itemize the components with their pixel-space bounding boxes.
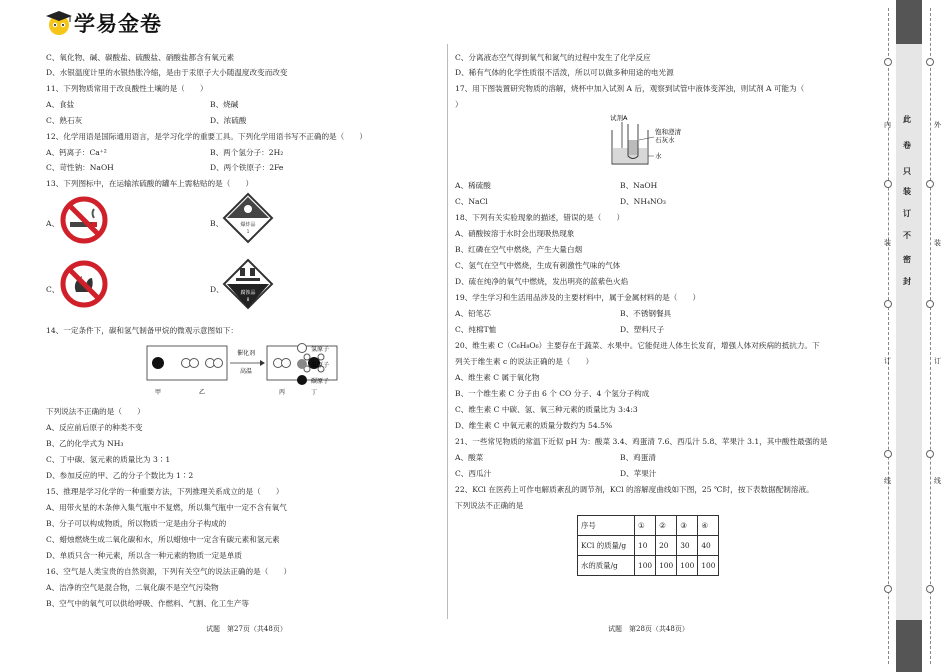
text-line: D、两个铁原子：2Fe xyxy=(210,163,284,172)
text-line: A、维生素 C 属于氧化物 xyxy=(455,373,540,382)
outer-label: 线 xyxy=(934,477,941,485)
seal-char: 此 xyxy=(903,115,911,124)
seal-char: 密 xyxy=(903,255,911,264)
text-line: C、氢气在空气中燃烧，生成有刺激性气味的气体 xyxy=(455,261,621,270)
table-cell: 30 xyxy=(677,536,698,556)
seal-char: 封 xyxy=(903,277,911,286)
option-label: D、 xyxy=(210,285,224,294)
binding-hole-icon xyxy=(884,58,892,66)
table-cell: 100 xyxy=(698,556,719,576)
apparatus-label: 水 xyxy=(655,152,662,160)
page-footer-right: 试题 第28页（共48页） xyxy=(608,625,689,633)
table-cell: 100 xyxy=(677,556,698,576)
table-cell: 10 xyxy=(635,536,656,556)
text-line: D、稀有气体的化学性质很不活泼，所以可以做多种用途的电光源 xyxy=(455,68,674,77)
text-line: B、分子可以构成物质，所以物质一定是由分子构成的 xyxy=(46,519,227,528)
legend-label: 氢原子 xyxy=(311,346,330,353)
text-line: D、NH₄NO₃ xyxy=(620,197,666,206)
text-line: B、乙的化学式为 NH₃ xyxy=(46,439,124,448)
table-cell: 水的质量/g xyxy=(578,556,635,576)
text-line: 15、推理是学习化学的一种重要方法，下列推理关系成立的是（ ） xyxy=(46,487,284,496)
text-line: A、洁净的空气是混合物，二氧化碳不是空气污染物 xyxy=(46,583,219,592)
explosive-hazard-sign-icon xyxy=(222,192,274,244)
condition-label: 高温 xyxy=(239,368,253,375)
text-line: A、酸菜 xyxy=(455,453,484,462)
table-cell: 20 xyxy=(656,536,677,556)
text-line: B、不锈钢餐具 xyxy=(620,309,672,318)
outer-label: 外 xyxy=(934,121,941,129)
text-line: B、NaOH xyxy=(620,181,658,190)
text-line: ） xyxy=(455,100,463,109)
table-cell: ③ xyxy=(677,516,698,536)
table-cell: ② xyxy=(656,516,677,536)
table-cell: 40 xyxy=(698,536,719,556)
text-line: 11、下列物质常用于改良酸性土壤的是（ ） xyxy=(46,84,208,93)
apparatus-label: 饱和澄清 xyxy=(655,128,681,136)
text-line: 14、一定条件下，碳和氢气制备甲烷的微观示意图如下： xyxy=(46,326,238,335)
text-line: C、蜡烛燃烧生成二氧化碳和水，所以蜡烛中一定含有碳元素和氢元素 xyxy=(46,535,280,544)
text-line: 16、空气是人类宝贵的自然资源，下列有关空气的说法正确的是（ ） xyxy=(46,567,292,576)
corrosive-sign-icon xyxy=(222,258,274,310)
graduation-cap-icon xyxy=(44,9,74,37)
text-line: 列关于维生素 c 的说法正确的是（ ） xyxy=(455,357,594,366)
binding-hole-icon xyxy=(884,300,892,308)
inner-label: 订 xyxy=(884,357,891,365)
text-line: D、维生素 C 中氧元素的质量分数约为 54.5% xyxy=(455,421,613,430)
text-line: D、浓硫酸 xyxy=(210,116,247,125)
text-line: D、参加反应的甲、乙的分子个数比为 1∶2 xyxy=(46,471,194,480)
text-line: 22、KCl 在医药上可作电解质紊乱的调节剂，KCl 的溶解度曲线如下图，25 ℃时，按下表数据配制溶液。 xyxy=(455,485,814,494)
binding-hole-icon xyxy=(926,180,934,188)
option-label: B、 xyxy=(210,219,224,228)
inner-seal-line xyxy=(888,8,889,664)
seal-char: 装 xyxy=(903,187,911,196)
text-line: 18、下列有关实验现象的描述，错误的是（ ） xyxy=(455,213,625,222)
table-row xyxy=(578,556,719,576)
text-line: A、钙离子：Ca⁺² xyxy=(46,148,107,157)
seal-strip xyxy=(896,0,922,672)
diagram-label: 丙 xyxy=(278,389,286,396)
inner-label: 线 xyxy=(884,477,891,485)
dissolution-apparatus-diagram xyxy=(606,110,706,172)
brand-logo xyxy=(44,8,162,38)
text-line: B、一个维生素 C 分子由 6 个 CO 分子、4 个氢分子构成 xyxy=(455,389,650,398)
text-line: 19、学生学习和生活用品涉及的主要材料中，属于金属材料的是（ ） xyxy=(455,293,701,302)
table-cell: 100 xyxy=(635,556,656,576)
sign-caption: 爆炸品 xyxy=(240,222,256,228)
outer-label: 订 xyxy=(934,357,941,365)
svg-text:1: 1 xyxy=(246,229,250,234)
diagram-label: 甲 xyxy=(154,389,162,396)
sign-caption: 腐蚀品 xyxy=(240,290,256,296)
table-cell: 100 xyxy=(656,556,677,576)
seal-strip-top xyxy=(896,0,922,44)
seal-char: 只 xyxy=(903,167,911,176)
text-line: D、苹果汁 xyxy=(620,469,657,478)
binding-hole-icon xyxy=(884,180,892,188)
atom-legend xyxy=(296,342,356,392)
binding-hole-icon xyxy=(926,58,934,66)
kcl-data-table xyxy=(577,515,719,576)
text-line: C、NaCl xyxy=(455,197,488,206)
table-cell: KCl 的质量/g xyxy=(578,536,635,556)
text-line: D、硫在纯净的氧气中燃烧，发出明亮的蓝紫色火焰 xyxy=(455,277,629,286)
table-cell: 序号 xyxy=(578,516,635,536)
text-line: D、塑料尺子 xyxy=(620,325,665,334)
column-divider xyxy=(447,44,448,619)
text-line: D、单质只含一种元素，所以含一种元素的物质一定是单质 xyxy=(46,551,242,560)
svg-text:8: 8 xyxy=(246,297,250,302)
text-line: C、苛性钠：NaOH xyxy=(46,163,114,172)
catalyst-label: 催化剂 xyxy=(236,350,256,357)
text-line: 下列说法不正确的是（ ） xyxy=(46,407,145,416)
page-footer-left: 试题 第27页（共48页） xyxy=(206,625,287,633)
inner-label: 内 xyxy=(884,121,891,129)
legend-label: 氧原子 xyxy=(311,362,330,369)
binding-hole-icon xyxy=(884,450,892,458)
binding-hole-icon xyxy=(926,585,934,593)
text-line: D、水银温度计里的水银热胀冷缩，是由于汞原子大小随温度改变而改变 xyxy=(46,68,288,77)
text-line: B、鸡蛋清 xyxy=(620,453,656,462)
text-line: B、两个氢分子：2H₂ xyxy=(210,148,284,157)
text-line: C、熟石灰 xyxy=(46,116,83,125)
text-line: C、丁中碳、氢元素的质量比为 3∶1 xyxy=(46,455,171,464)
text-line: C、西瓜汁 xyxy=(455,469,492,478)
table-row xyxy=(578,516,719,536)
seal-char: 不 xyxy=(903,231,911,240)
binding-hole-icon xyxy=(884,585,892,593)
text-line: C、维生素 C 中碳、氢、氧三种元素的质量比为 3:4:3 xyxy=(455,405,638,414)
outer-label: 装 xyxy=(934,239,941,247)
text-line: A、硝酸铵溶于水时会出现吸热现象 xyxy=(455,229,575,238)
diagram-label: 丁 xyxy=(310,389,318,396)
table-row xyxy=(578,536,719,556)
text-line: C、纯棉T恤 xyxy=(455,325,497,334)
text-line: B、空气中的氧气可以供给呼吸、作燃料、气割、化工生产等 xyxy=(46,599,250,608)
binding-hole-icon xyxy=(926,450,934,458)
option-label: C、 xyxy=(46,285,60,294)
text-line: 17、用下图装置研究物质的溶解，烧杯中加入试剂 A 后，观察到试管中液体变浑浊，则试剂 A 可能为（ xyxy=(455,84,805,93)
apparatus-label: 石灰水 xyxy=(655,136,675,144)
text-line: 21、一些常见物质的常温下近似 pH 为：酸菜 3.4、鸡蛋清 7.6、西瓜汁 5.8、苹果汁 3.1，其中酸性最强的是 xyxy=(455,437,828,446)
brand-name: 学易金卷 xyxy=(74,12,162,36)
text-line: B、红磷在空气中燃烧，产生大量白烟 xyxy=(455,245,583,254)
reagent-label: 试剂A xyxy=(610,114,628,122)
seal-char: 订 xyxy=(903,209,911,218)
no-fire-sign-icon xyxy=(60,260,108,308)
outer-seal-line xyxy=(930,8,931,664)
text-line: 20、维生素 C（C₆H₈O₆）主要存在于蔬菜、水果中。它能促进人体生长发育，增强人体对疾病的抵抗力。下 xyxy=(455,341,820,350)
text-line: 13、下列图标中，在运输浓硫酸的罐车上需粘贴的是（ ） xyxy=(46,179,254,188)
text-line: A、铅笔芯 xyxy=(455,309,491,318)
inner-label: 装 xyxy=(884,239,891,247)
text-line: B、烧碱 xyxy=(210,100,239,109)
seal-strip-bottom xyxy=(896,620,922,672)
text-line: 12、化学用语是国际通用语言，是学习化学的重要工具。下列化学用语书写不正确的是（ ） xyxy=(46,132,368,141)
table-cell: ④ xyxy=(698,516,719,536)
option-label: A、 xyxy=(46,219,60,228)
text-line: C、氧化物、碱、碳酸盐、硫酸盐、硝酸盐都含有氧元素 xyxy=(46,53,235,62)
text-line: 下列说法不正确的是 xyxy=(455,501,524,510)
table-cell: ① xyxy=(635,516,656,536)
no-smoking-sign-icon xyxy=(60,196,108,244)
text-line: A、用带火星的木条伸入集气瓶中不复燃，所以集气瓶中一定不含有氧气 xyxy=(46,503,287,512)
text-line: A、食盐 xyxy=(46,100,75,109)
diagram-label: 乙 xyxy=(198,389,206,396)
text-line: C、分离液态空气得到氧气和氮气的过程中发生了化学反应 xyxy=(455,53,651,62)
text-line: A、反应前后原子的种类不变 xyxy=(46,423,143,432)
seal-char: 卷 xyxy=(903,141,911,150)
text-line: A、稀硫酸 xyxy=(455,181,491,190)
legend-label: 碳原子 xyxy=(311,378,330,385)
binding-hole-icon xyxy=(926,300,934,308)
